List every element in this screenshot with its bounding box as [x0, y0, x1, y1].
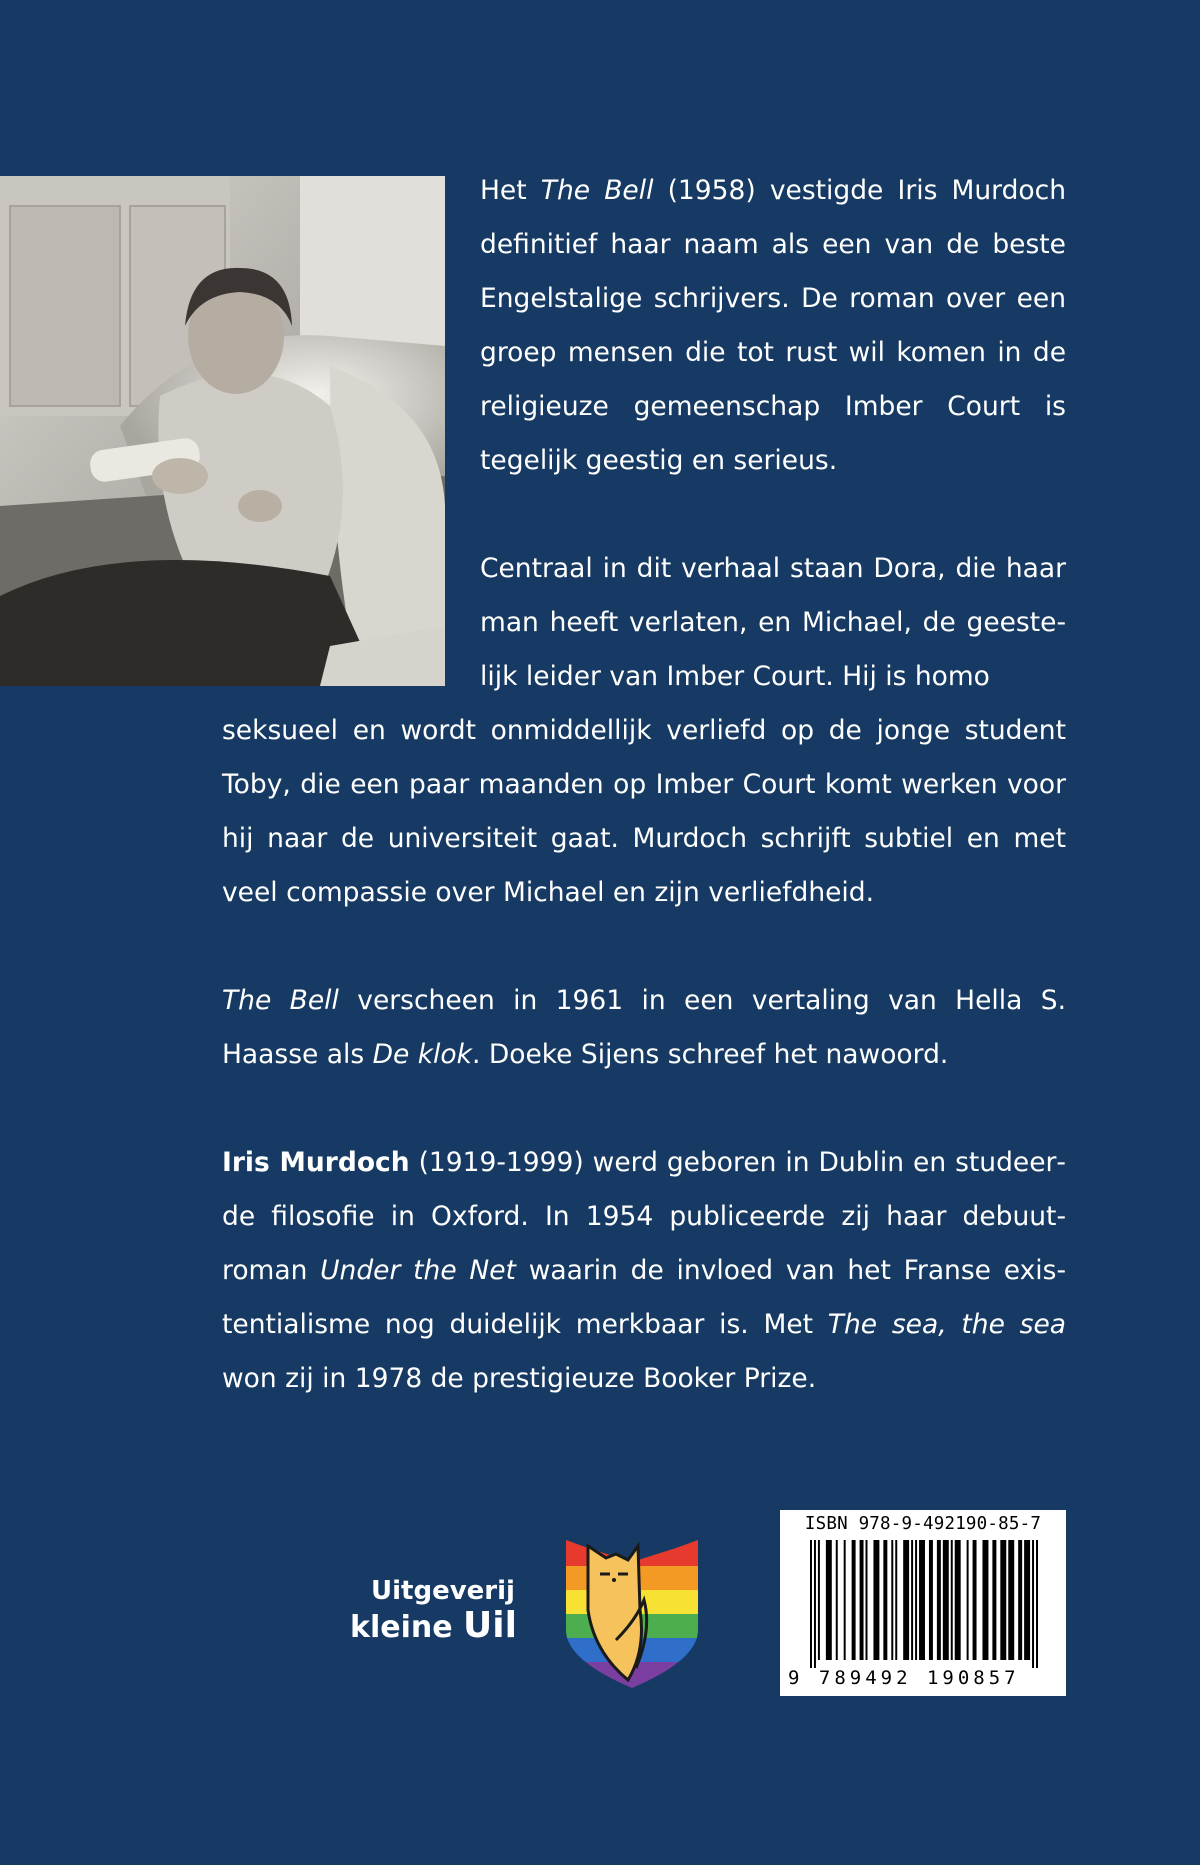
- barcode-bar: [911, 1540, 913, 1660]
- blurb-paragraph-2-bottom: seksueel en wordt onmiddellijk verliefd op de jonge student Toby, die een paar maanden op Imber Court komt werken voor hij naar de universiteit gaat. Murdoch schrijft subtiel en met veel compassie over Michael en zijn verliefdheid.: [222, 715, 1066, 908]
- barcode-bar: [860, 1540, 864, 1660]
- barcode-bar: [814, 1540, 816, 1668]
- barcode-bar: [818, 1540, 820, 1660]
- barcode-bar: [895, 1540, 897, 1660]
- book-title-the-bell-2: The Bell: [222, 985, 339, 1016]
- book-title-the-bell: The Bell: [540, 175, 654, 206]
- barcode-bar: [836, 1540, 838, 1660]
- barcode-bar: [866, 1540, 868, 1660]
- blurb-paragraph-1: Het The Bell (1958) vestigde Iris Murdoch definitief haar naam als een van de beste Engelstalige schrijvers. De roman over een groep mensen die tot rust wil komen in de religieuze gemeenschap Imber Court is tegelijk geestig en serieus.: [480, 175, 1067, 476]
- barcode-bar: [951, 1540, 953, 1660]
- author-name: Iris Murdoch: [222, 1147, 410, 1178]
- barcode-bar: [844, 1540, 846, 1660]
- barcode-bar: [919, 1540, 925, 1660]
- barcode-bar: [873, 1540, 879, 1660]
- dutch-title: De klok: [372, 1039, 472, 1070]
- barcode-bar: [943, 1540, 949, 1660]
- isbn-label: ISBN 978-9-492190-85-7: [804, 1514, 1042, 1534]
- barcode-bar: [1000, 1540, 1006, 1660]
- barcode-bar: [915, 1540, 917, 1660]
- publisher-name: Uitgeverij kleine Uil: [350, 1576, 517, 1646]
- translation-paragraph: The Bell verscheen in 1961 in een vertaling van Hella S. Haasse als De klok. Doeke Sijens schreef het nawoord.: [222, 985, 1067, 1070]
- owl-logo-icon: [566, 1540, 698, 1688]
- barcode-bar: [1024, 1540, 1030, 1660]
- barcode-bar: [903, 1540, 909, 1660]
- barcode-bar: [937, 1540, 941, 1660]
- barcode-bar: [891, 1540, 893, 1660]
- barcode-bar: [992, 1540, 996, 1660]
- author-photo: [0, 176, 445, 686]
- barcode-bar: [810, 1540, 812, 1668]
- isbn-barcode: [780, 1510, 1066, 1696]
- barcode-bar: [1018, 1540, 1022, 1660]
- barcode-bar: [973, 1540, 977, 1660]
- author-bio-paragraph: Iris Murdoch (1919-1999) werd geboren in Dublin en studeerde filosofie in Oxford. In 1954 publiceerde zij haar debuutroman Under the Net waarin de invloed van het Franse existentialisme nog duidelijk merkbaar is. Met The sea, the sea won zij in 1978 de prestigieuze Booker Prize.: [222, 1147, 1066, 1394]
- blurb-paragraph-2-top: Centraal in dit verhaal staan Dora, die haar man heeft verlaten, en Michael, de geestelijk leider van Imber Court. Hij is homo: [480, 553, 1066, 692]
- barcode-bar: [1008, 1540, 1014, 1660]
- barcode-bars: [810, 1540, 1038, 1668]
- barcode-bar: [826, 1540, 832, 1660]
- barcode-bar: [929, 1540, 933, 1660]
- barcode-bar: [1032, 1540, 1034, 1668]
- barcode-bar: [982, 1540, 988, 1660]
- barcode-bar: [955, 1540, 961, 1660]
- book-title-the-sea: The sea, the sea: [827, 1309, 1066, 1340]
- book-title-under-the-net: Under the Net: [320, 1255, 516, 1286]
- barcode-bar: [1036, 1540, 1038, 1668]
- barcode-bar: [967, 1540, 969, 1660]
- barcode-bar: [852, 1540, 856, 1660]
- isbn-digits: 9 789492 190857: [788, 1667, 1020, 1689]
- barcode-bar: [883, 1540, 887, 1660]
